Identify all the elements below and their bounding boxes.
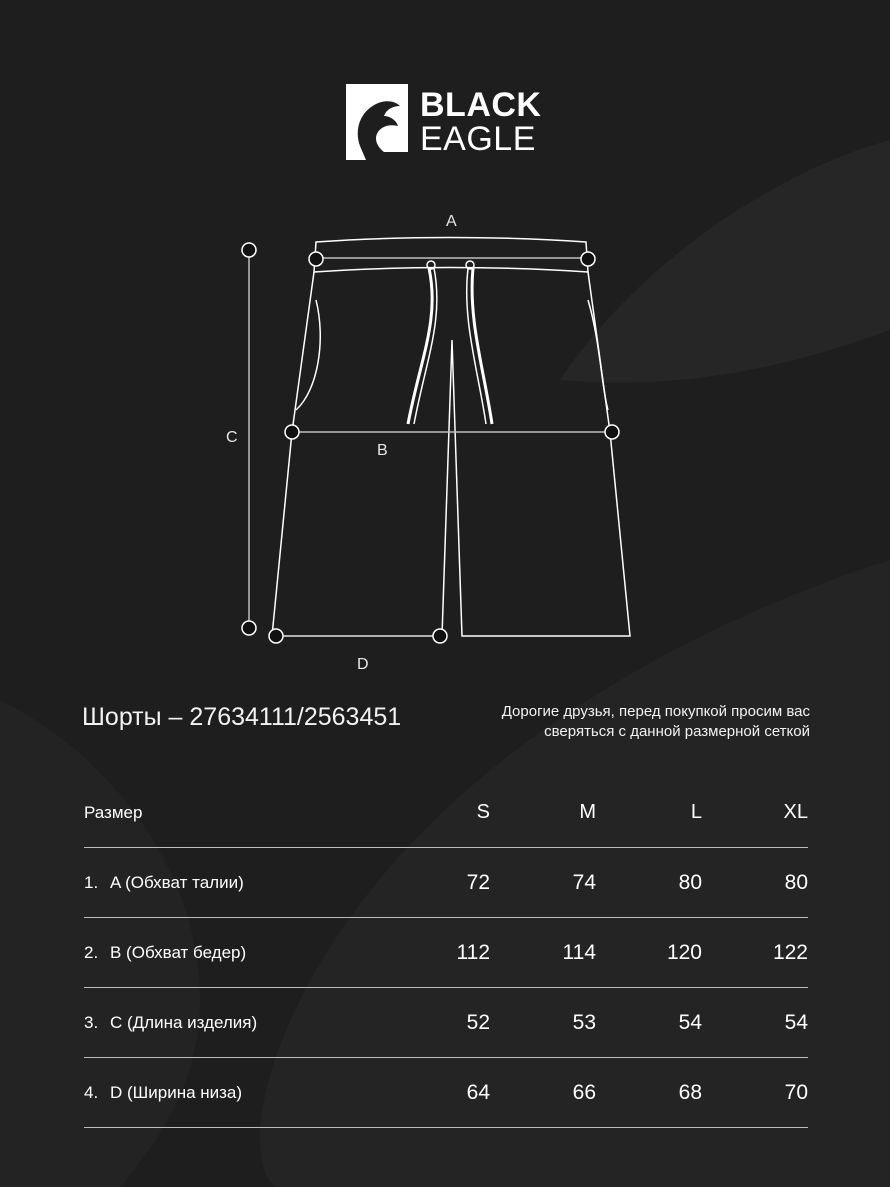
table-cell: 80	[702, 848, 808, 918]
table-cell: 54	[596, 988, 702, 1058]
size-header-xl: XL	[702, 778, 808, 848]
size-header-m: M	[490, 778, 596, 848]
point-d-left	[269, 629, 283, 643]
right-pocket	[588, 300, 608, 410]
table-cell: 68	[596, 1058, 702, 1128]
table-row	[84, 848, 808, 918]
table-cell: 54	[702, 988, 808, 1058]
size-note-line1: Дорогие друзья, перед покупкой просим вас	[501, 703, 810, 720]
row-label: C (Длина изделия)	[110, 1012, 258, 1032]
table-row	[84, 988, 808, 1058]
diagram-label-d: D	[357, 656, 369, 673]
table-cell: 120	[596, 918, 702, 988]
row-number: 3.	[84, 1012, 99, 1032]
shorts-waistband	[314, 238, 588, 273]
diagram-label-b: B	[377, 442, 388, 459]
table-cell: 112	[384, 918, 490, 988]
table-cell: 70	[702, 1058, 808, 1128]
point-b-left	[285, 425, 299, 439]
table-cell: 66	[490, 1058, 596, 1128]
row-number: 1.	[84, 872, 99, 892]
drawstring-left	[408, 268, 432, 424]
size-header-label: Размер	[84, 778, 384, 848]
table-row	[84, 1058, 808, 1128]
table-cell: 72	[384, 848, 490, 918]
diagram-label-c: C	[226, 429, 238, 446]
brand-name-line1: BLACK	[420, 86, 542, 124]
table-cell: 53	[490, 988, 596, 1058]
table-cell: 64	[384, 1058, 490, 1128]
row-label: B (Обхват бедер)	[110, 942, 247, 962]
table-cell: 114	[490, 918, 596, 988]
row-label: A (Обхват талии)	[110, 872, 244, 892]
size-note-line2: сверяться с данной размерной сеткой	[544, 723, 810, 740]
table-cell: 80	[596, 848, 702, 918]
size-table-header	[84, 778, 808, 848]
size-note	[390, 702, 810, 742]
size-table	[84, 778, 808, 1128]
table-row	[84, 918, 808, 988]
point-a-right	[581, 252, 595, 266]
table-cell: 74	[490, 848, 596, 918]
row-number: 2.	[84, 942, 99, 962]
point-b-right	[605, 425, 619, 439]
brand-name-line2: EAGLE	[420, 120, 536, 158]
point-c-top	[242, 243, 256, 257]
size-header-s: S	[384, 778, 490, 848]
row-number: 4.	[84, 1082, 99, 1102]
row-label: D (Ширина низа)	[110, 1082, 243, 1102]
size-header-l: L	[596, 778, 702, 848]
product-title: Шорты – 27634111/2563451	[82, 703, 402, 731]
shorts-outline	[272, 272, 630, 636]
table-cell: 122	[702, 918, 808, 988]
point-d-right	[433, 629, 447, 643]
table-cell: 52	[384, 988, 490, 1058]
point-a-left	[309, 252, 323, 266]
point-c-bottom	[242, 621, 256, 635]
diagram-label-a: A	[446, 213, 457, 230]
